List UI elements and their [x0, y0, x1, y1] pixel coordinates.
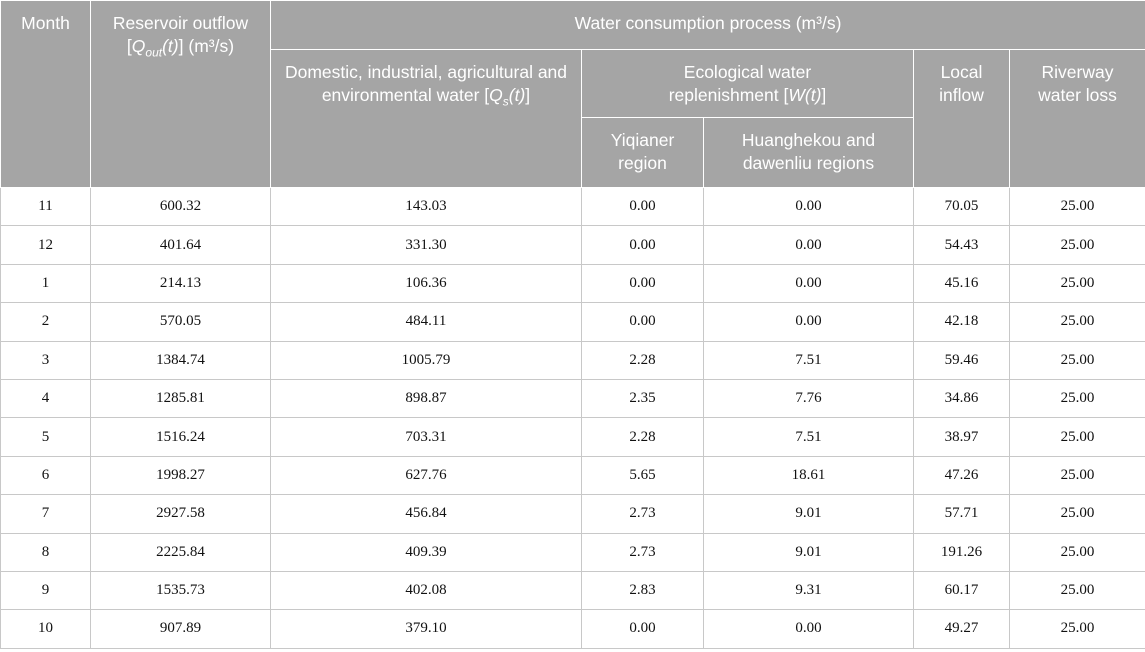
cell-huanghekou: 7.51 [704, 341, 914, 379]
cell-month: 12 [1, 226, 91, 264]
cell-riverway-water-loss: 25.00 [1010, 456, 1145, 494]
cell-reservoir-outflow: 2927.58 [91, 495, 271, 533]
cell-huanghekou: 0.00 [704, 188, 914, 226]
cell-local-inflow: 59.46 [914, 341, 1010, 379]
cell-yiqianer: 0.00 [582, 303, 704, 341]
cell-local-inflow: 34.86 [914, 379, 1010, 417]
cell-riverway-water-loss: 25.00 [1010, 418, 1145, 456]
cell-month: 2 [1, 303, 91, 341]
cell-riverway-water-loss: 25.00 [1010, 341, 1145, 379]
table-row [1, 495, 1145, 533]
cell-reservoir-outflow: 1516.24 [91, 418, 271, 456]
header-riverway-water-loss: Riverway water loss [1010, 50, 1145, 188]
cell-local-inflow: 70.05 [914, 188, 1010, 226]
cell-huanghekou: 9.01 [704, 533, 914, 571]
table-row [1, 341, 1145, 379]
cell-yiqianer: 0.00 [582, 226, 704, 264]
cell-local-inflow: 47.26 [914, 456, 1010, 494]
cell-yiqianer: 5.65 [582, 456, 704, 494]
table-body [1, 188, 1145, 649]
table-row [1, 456, 1145, 494]
cell-domestic: 331.30 [271, 226, 582, 264]
cell-month: 8 [1, 533, 91, 571]
table-row [1, 303, 1145, 341]
cell-yiqianer: 2.35 [582, 379, 704, 417]
cell-domestic: 1005.79 [271, 341, 582, 379]
cell-reservoir-outflow: 1384.74 [91, 341, 271, 379]
cell-month: 10 [1, 610, 91, 648]
cell-huanghekou: 7.51 [704, 418, 914, 456]
cell-month: 5 [1, 418, 91, 456]
header-reservoir-outflow: Reservoir outflow $[Q_{out}(t)]$ (m³/s) [91, 1, 271, 188]
cell-domestic: 898.87 [271, 379, 582, 417]
cell-domestic: 703.31 [271, 418, 582, 456]
header-yiqianer: Yiqianer region [582, 118, 704, 188]
header-huanghekou: Huanghekou and dawenliu regions [704, 118, 914, 188]
cell-riverway-water-loss: 25.00 [1010, 495, 1145, 533]
cell-reservoir-outflow: 401.64 [91, 226, 271, 264]
cell-month: 3 [1, 341, 91, 379]
header-month: Month [1, 1, 91, 188]
table-row [1, 264, 1145, 302]
cell-yiqianer: 0.00 [582, 264, 704, 302]
table-row [1, 610, 1145, 648]
cell-local-inflow: 60.17 [914, 571, 1010, 609]
cell-reservoir-outflow: 1535.73 [91, 571, 271, 609]
cell-yiqianer: 0.00 [582, 188, 704, 226]
cell-month: 4 [1, 379, 91, 417]
cell-month: 6 [1, 456, 91, 494]
cell-yiqianer: 0.00 [582, 610, 704, 648]
cell-reservoir-outflow: 2225.84 [91, 533, 271, 571]
cell-local-inflow: 49.27 [914, 610, 1010, 648]
cell-riverway-water-loss: 25.00 [1010, 226, 1145, 264]
cell-reservoir-outflow: 1998.27 [91, 456, 271, 494]
table-row [1, 533, 1145, 571]
cell-month: 7 [1, 495, 91, 533]
cell-riverway-water-loss: 25.00 [1010, 303, 1145, 341]
cell-domestic: 106.36 [271, 264, 582, 302]
cell-huanghekou: 9.01 [704, 495, 914, 533]
cell-local-inflow: 54.43 [914, 226, 1010, 264]
cell-local-inflow: 45.16 [914, 264, 1010, 302]
cell-month: 1 [1, 264, 91, 302]
cell-riverway-water-loss: 25.00 [1010, 571, 1145, 609]
cell-riverway-water-loss: 25.00 [1010, 379, 1145, 417]
cell-month: 11 [1, 188, 91, 226]
cell-reservoir-outflow: 214.13 [91, 264, 271, 302]
header-domestic: Domestic, industrial, agricultural and environmental water $[Q_s(t)]$ [271, 50, 582, 188]
table-row [1, 379, 1145, 417]
cell-domestic: 456.84 [271, 495, 582, 533]
cell-huanghekou: 0.00 [704, 303, 914, 341]
cell-domestic: 409.39 [271, 533, 582, 571]
cell-local-inflow: 191.26 [914, 533, 1010, 571]
cell-huanghekou: 18.61 [704, 456, 914, 494]
cell-yiqianer: 2.73 [582, 533, 704, 571]
cell-domestic: 143.03 [271, 188, 582, 226]
table-row [1, 226, 1145, 264]
header-local-inflow: Local inflow [914, 50, 1010, 188]
cell-domestic: 402.08 [271, 571, 582, 609]
table-row [1, 571, 1145, 609]
cell-reservoir-outflow: 1285.81 [91, 379, 271, 417]
cell-huanghekou: 0.00 [704, 610, 914, 648]
cell-riverway-water-loss: 25.00 [1010, 533, 1145, 571]
cell-yiqianer: 2.28 [582, 341, 704, 379]
cell-riverway-water-loss: 25.00 [1010, 188, 1145, 226]
cell-domestic: 379.10 [271, 610, 582, 648]
cell-huanghekou: 0.00 [704, 264, 914, 302]
cell-huanghekou: 7.76 [704, 379, 914, 417]
cell-local-inflow: 57.71 [914, 495, 1010, 533]
cell-riverway-water-loss: 25.00 [1010, 610, 1145, 648]
table-header [1, 1, 1145, 188]
header-water-consumption: Water consumption process (m³/s) [271, 1, 1145, 50]
cell-domestic: 627.76 [271, 456, 582, 494]
cell-reservoir-outflow: 600.32 [91, 188, 271, 226]
cell-huanghekou: 0.00 [704, 226, 914, 264]
cell-riverway-water-loss: 25.00 [1010, 264, 1145, 302]
cell-huanghekou: 9.31 [704, 571, 914, 609]
cell-domestic: 484.11 [271, 303, 582, 341]
cell-local-inflow: 42.18 [914, 303, 1010, 341]
table-row [1, 188, 1145, 226]
cell-month: 9 [1, 571, 91, 609]
header-ecological: Ecological water replenishment [W(t)] [582, 50, 914, 118]
cell-reservoir-outflow: 570.05 [91, 303, 271, 341]
cell-yiqianer: 2.83 [582, 571, 704, 609]
cell-yiqianer: 2.73 [582, 495, 704, 533]
table-row [1, 418, 1145, 456]
cell-local-inflow: 38.97 [914, 418, 1010, 456]
cell-reservoir-outflow: 907.89 [91, 610, 271, 648]
cell-yiqianer: 2.28 [582, 418, 704, 456]
